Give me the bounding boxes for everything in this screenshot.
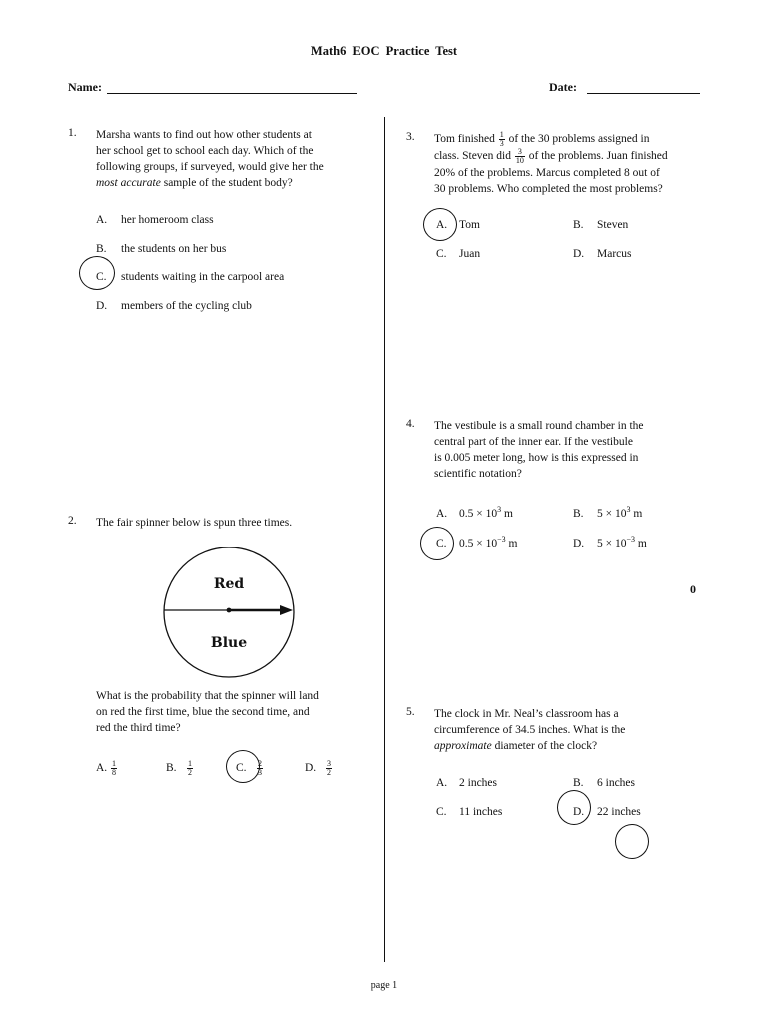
q4-line: The vestibule is a small round chamber in the [434, 420, 644, 432]
q2-line: on red the first time, blue the second time, and [96, 706, 310, 718]
q1-option-d[interactable]: D. members of the cycling club [96, 300, 252, 312]
q3-line: 30 problems. Who completed the most problems? [434, 183, 663, 195]
name-label: Name: [68, 80, 102, 94]
page-title: Math6 EOC Practice Test [310, 44, 458, 58]
q4-option-a[interactable]: A. $0.5 \times 10^3$ m [436, 505, 513, 520]
q4-line: scientific notation? [434, 468, 522, 480]
q1-option-c[interactable]: C. students waiting in the carpool area [96, 271, 285, 283]
q5-line: circumference of 34.5 inches. What is the [434, 724, 626, 736]
q1-line: Marsha wants to find out how other students at [96, 129, 312, 141]
q3-option-c[interactable]: C. Juan [436, 248, 481, 260]
q5-option-b[interactable]: B. 6 inches [573, 777, 636, 789]
question-1-number: 1. [68, 127, 77, 139]
q3-option-b[interactable]: B. Steven [573, 219, 629, 231]
q2-option-a[interactable]: A. $\frac{1}{8}$ [96, 759, 116, 777]
spinner-label-red: Red [213, 576, 245, 592]
q3-option-a[interactable]: A. Tom [436, 219, 480, 231]
q2-option-c[interactable]: C. $\frac{2}{3}$ [236, 759, 262, 777]
date-label: Date: [549, 80, 577, 94]
q2-answer-circle [226, 750, 260, 783]
q5-line: approximate diameter of the clock? [434, 740, 598, 752]
q1-line: following groups, if surveyed, would give her the [96, 161, 324, 173]
page-number: page 1 [370, 980, 398, 991]
q4-option-d[interactable]: D. $5 \times 10^{-3}$ m [573, 535, 647, 550]
question-4-number: 4. [406, 418, 415, 430]
question-2-text: The fair spinner below is spun three times. [96, 517, 293, 529]
q3-answer-circle [423, 208, 457, 241]
column-divider [384, 117, 385, 962]
q1-answer-circle [79, 256, 115, 290]
q3-option-d[interactable]: D. Marcus [573, 248, 632, 260]
name-field[interactable] [107, 93, 357, 94]
q1-line-rest: sample of the student body? [160, 177, 293, 189]
q4-answer-circle [420, 527, 454, 560]
q5-option-c[interactable]: C. 11 inches [436, 806, 503, 818]
question-3-number: 3. [406, 131, 415, 143]
q2-line: red the third time? [96, 722, 181, 734]
q1-option-b[interactable]: B. the students on her bus [96, 243, 227, 255]
q5-extra-circle [615, 824, 649, 859]
date-field[interactable] [587, 93, 700, 94]
spinner-arrow-head [280, 605, 293, 615]
q4-option-c[interactable]: C. $0.5 \times 10^{-3}$ m [436, 535, 518, 550]
q1-line: her school get to school each day. Which of the [96, 145, 314, 157]
spinner-figure [160, 547, 300, 683]
question-2-number: 2. [68, 515, 77, 527]
question-5-text [434, 706, 709, 754]
q5-italic: approximate [434, 740, 492, 752]
q1-option-a[interactable]: A. her homeroom class [96, 214, 214, 226]
question-5-number: 5. [406, 706, 415, 718]
q3-line: Tom finished $\frac{1}{3}$ of the 30 problems assigned in [434, 130, 650, 148]
q2-line: What is the probability that the spinner will land [96, 690, 319, 702]
q2-option-b[interactable]: B. $\frac{1}{2}$ [166, 759, 192, 777]
q5-answer-circle [557, 790, 591, 825]
q3-line: 20% of the problems. Marcus completed 8 out of [434, 167, 660, 179]
q4-line: central part of the inner ear. If the vestibule [434, 436, 633, 448]
q4-option-b[interactable]: B. $5 \times 10^3$ m [573, 505, 643, 520]
q5-line: The clock in Mr. Neal’s classroom has a [434, 708, 619, 720]
q5-option-a[interactable]: A. 2 inches [436, 777, 498, 789]
spinner-label-blue: Blue [210, 635, 248, 651]
question-2-prompt [96, 688, 358, 736]
q2-option-d[interactable]: D. $\frac{3}{2}$ [305, 759, 331, 777]
stray-mark: 0 [690, 582, 696, 596]
q4-line: is 0.005 meter long, how is this expressed in [434, 452, 639, 464]
q3-line: class. Steven did $\frac{3}{10}$ of the problems. Juan finished [434, 147, 668, 165]
q5-option-d[interactable]: D. 22 inches [573, 806, 641, 818]
q1-line [96, 175, 358, 191]
q1-italic: most accurate [96, 177, 161, 189]
question-1-text [96, 127, 358, 191]
question-4-text [434, 418, 709, 482]
question-3-text [434, 131, 709, 197]
